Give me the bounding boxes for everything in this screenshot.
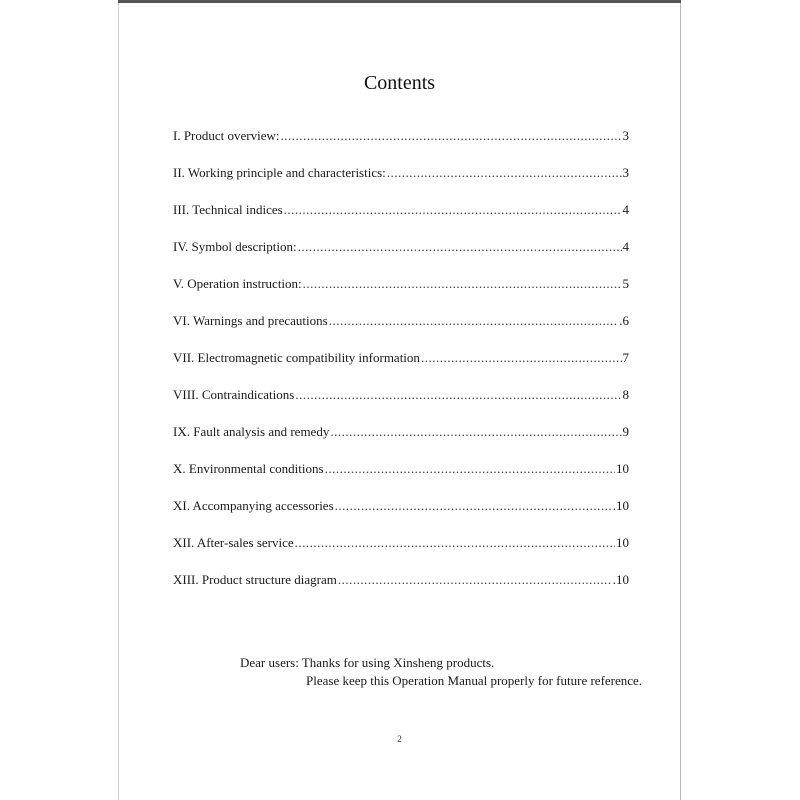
page-top-border <box>118 0 681 3</box>
toc-entry-label: IX. Fault analysis and remedy <box>173 424 330 439</box>
toc-entry-page: 3 <box>622 128 629 143</box>
toc-entry-page: 4 <box>622 202 629 217</box>
toc-dot-leader <box>281 128 622 144</box>
toc-entry <box>173 535 629 572</box>
toc-dot-leader <box>284 202 622 218</box>
toc-entry-label: III. Technical indices <box>173 202 283 217</box>
toc-dot-leader <box>295 535 615 551</box>
toc-entry <box>173 313 629 350</box>
toc-entry <box>173 202 629 239</box>
toc-dot-leader <box>335 498 612 514</box>
page-title: Contents <box>363 72 436 94</box>
toc-entry <box>173 572 629 609</box>
toc-entry-page: 8 <box>622 387 629 402</box>
toc-dot-leader <box>338 572 612 588</box>
table-of-contents <box>173 128 629 609</box>
toc-entry-page: 10 <box>616 535 629 550</box>
toc-entry-label: IV. Symbol description: <box>173 239 297 254</box>
toc-entry-label: II. Working principle and characteristics: <box>173 165 386 180</box>
toc-dot-leader <box>387 165 622 181</box>
toc-entry <box>173 276 629 313</box>
toc-entry <box>173 461 629 498</box>
toc-entry <box>173 387 629 424</box>
toc-entry <box>173 165 629 202</box>
toc-entry-page: 4 <box>622 239 629 254</box>
toc-entry-page: 10 <box>616 461 629 476</box>
toc-dot-leader <box>303 276 622 292</box>
toc-entry-label: VI. Warnings and precautions <box>173 313 328 328</box>
greeting-line-1: Dear users: Thanks for using Xinsheng products. <box>240 655 495 670</box>
toc-entry <box>173 350 629 387</box>
toc-entry <box>173 128 629 165</box>
toc-entry-label: X. Environmental conditions <box>173 461 324 476</box>
document-page <box>118 0 681 800</box>
toc-entry-label: XI. Accompanying accessories <box>173 498 334 513</box>
toc-dot-leader <box>325 461 615 477</box>
toc-entry-page: .6 <box>619 313 629 328</box>
toc-dot-leader <box>330 424 621 440</box>
toc-entry-page: .10 <box>612 498 629 513</box>
toc-entry <box>173 239 629 276</box>
toc-entry-page: 9 <box>622 424 629 439</box>
greeting-line-2: Please keep this Operation Manual properly for future reference. <box>306 673 643 688</box>
toc-dot-leader <box>295 387 621 403</box>
toc-entry <box>173 424 629 461</box>
toc-entry-page: 3 <box>622 165 629 180</box>
toc-entry-page: 7 <box>622 350 629 365</box>
toc-dot-leader <box>298 239 622 255</box>
toc-entry-page: .10 <box>612 572 629 587</box>
toc-entry-label: V. Operation instruction: <box>173 276 302 291</box>
toc-dot-leader <box>421 350 622 366</box>
toc-entry-label: VII. Electromagnetic compatibility information <box>173 350 420 365</box>
toc-entry <box>173 498 629 535</box>
page-number: 2 <box>397 734 402 744</box>
toc-entry-label: VIII. Contraindications <box>173 387 295 402</box>
toc-entry-page: 5 <box>622 276 629 291</box>
toc-entry-label: XIII. Product structure diagram <box>173 572 337 587</box>
toc-entry-label: I. Product overview: <box>173 128 280 143</box>
toc-entry-label: XII. After-sales service <box>173 535 294 550</box>
toc-dot-leader <box>329 313 619 329</box>
